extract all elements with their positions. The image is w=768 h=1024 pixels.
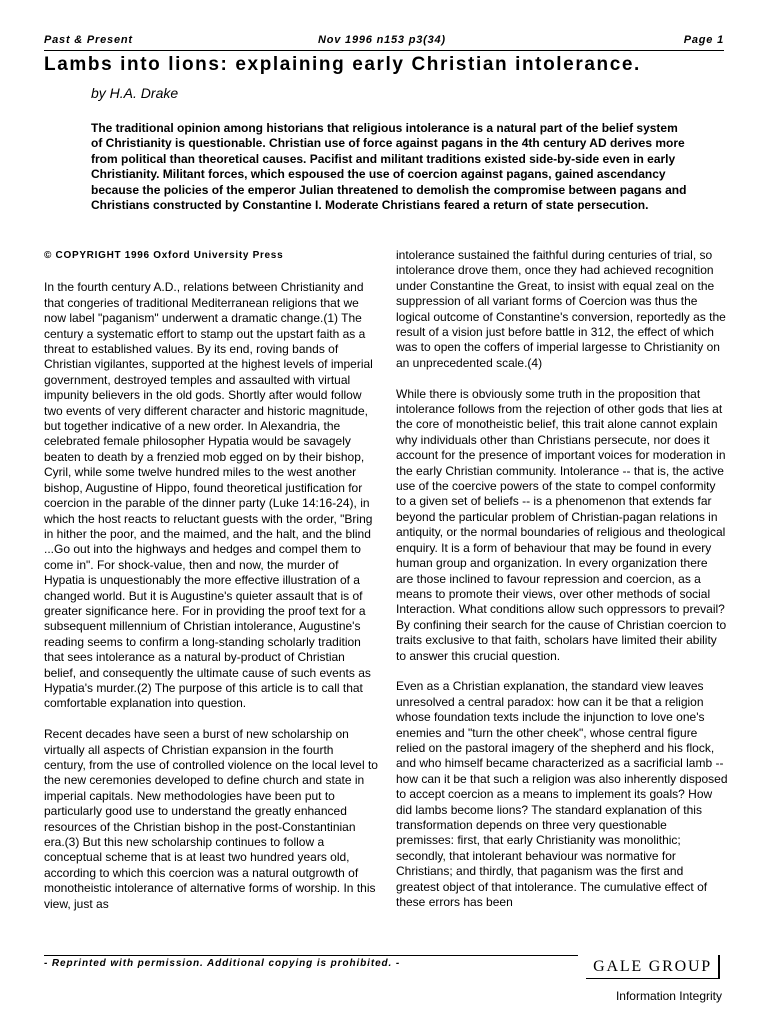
article-title: Lambs into lions: explaining early Christian intolerance. [44,54,641,75]
header-rule [44,50,724,51]
body-paragraph: Recent decades have seen a burst of new scholarship on virtually all aspects of Christian expansion in the fourth century, from the use of controlled violence on the local level to the new ceremonies developed to define church and state in imperial capitals. New methodologies have been put to particularly good use to understand the greatly enhanced resources of the Christian bishop in the post-Constantinian era.(3) But this new scholarship continues to follow a conceptual scheme that is at least two hundred years old, according to which this coercion was a natural outgrowth of monotheistic intolerance of alternative forms of worship. In this view, just as [44,727,378,911]
article-byline: by H.A. Drake [91,85,179,101]
footer-rule [44,955,578,956]
gale-group-logo: GALE GROUP [586,955,720,979]
article-abstract: The traditional opinion among historians that religious intolerance is a natural part of the belief system of Christianity is questionable. Christian use of force against pagans in the 4th century AD derives more from political than theoretical causes. Pacifist and militant traditions existed side-by-side even in early Christianity. Militant forces, which espoused the use of coercion against pagans, gained ascendancy because the policies of the emperor Julian threatened to demolish the compromise between pagans and Christians constructed by Constantine I. Moderate Christians feared a return of state persecution. [91,121,687,213]
body-paragraph: While there is obviously some truth in the proposition that intolerance follows from the rejection of other gods that lies at the core of monotheistic belief, this trait alone cannot explain why individuals other than Christians persecute, nor does it account for the presence of important voices for moderation in the early Christian community. Intolerance -- that is, the active use of the coercive powers of the state to compel conformity to a given set of beliefs -- is a phenomenon that extends far beyond the particular problem of Christian-pagan relations in antiquity, or the normal boundaries of religious and theological enquiry. It is a form of behaviour that may be found in every human group and organization. In every organization there are those inclined to favour repression and coercion, as a means to promote their views, over other methods of social Interaction. What conditions allow such oppressors to prevail? By confining their search for the cause of Christian coercion to traits exclusive to that faith, scholars have limited their ability to answer this crucial question. [396,386,727,663]
reprint-notice: - Reprinted with permission. Additional copying is prohibited. - [44,958,401,969]
right-column [396,248,728,926]
body-paragraph: intolerance sustained the faithful during centuries of trial, so intolerance drove them, once they had achieved recognition under Constantine the Great, to insist with equal zeal on the suppression of all variant forms of Coercion was thus the logical outcome of Constantine's conversion, reportedly as the result of a vision just before battle in 312, the effect of which was to open the coffers of imperial largesse to Christianity on an unprecedented scale.(4) [396,248,726,370]
brand-tagline: Information Integrity [615,989,722,1003]
copyright-notice: © COPYRIGHT 1996 Oxford University Press [44,250,284,261]
left-column [44,248,378,927]
issue-info: Nov 1996 n153 p3(34) [318,34,446,46]
page-header [44,34,724,50]
page-number: Page 1 [683,34,724,46]
body-paragraph: In the fourth century A.D., relations between Christianity and that congeries of traditional Mediterranean religions that we now label "paganism" underwent a dramatic change.(1) The century a systematic effort to stamp out the upstart faith as a threat to established values. By its end, roving bands of Christian vigilantes, supported at the highest levels of imperial government, destroyed temples and assaulted with virtual impunity believers in the old gods. Shortly after would follow two events of very different character and historic magnitude, but together indicative of a new order. In Alexandria, the celebrated female philosopher Hypatia would be savagely beaten to death by a frenzied mob egged on by their bishop, Cyril, while some twelve hundred miles to the west another bishop, Augustine of Hippo, found theoretical justification for coercion in the parable of the dinner party (Luke 14:16-24), in which the host reacts to reluctant guests with the order, "Bring in hither the poor, and the maimed, and the halt, and the blind ...Go out into the highways and hedges and compel them to come in". For shock-value, then and now, the murder of Hypatia is unquestionably the more effective illustration of a changed world. But it is Augustine's quieter assault that is of greater significance here. For in providing the proof text for a subsequent millennium of Christian intolerance, Augustine's reading seems to confirm a long-standing scholarly tradition that sees intolerance as a natural by-product of Christian belief, and consequently the ultimate cause of such events as Hypatia's murder.(2) The purpose of this article is to call that comfortable explanation into question. [44,280,373,711]
body-paragraph: Even as a Christian explanation, the standard view leaves unresolved a central paradox: how can it be that a religion whose foundation texts include the injunction to love one's enemies and "turn the other cheek", whose central figure relied on the pastoral imagery of the shepherd and his flock, and who himself became characterized as a sacrificial lamb -- how can it be that such a religion was also inherently disposed to accept coercion as a means to implement its goals? How did lambs become lions? The standard explanation of this transformation depends on three very questionable premisses: first, that early Christianity was monolithic; secondly, that intolerant behaviour was normative for Christians; and thirdly, that paganism was the first and greatest object of that intolerance. The cumulative effect of these errors has been [396,679,728,910]
journal-name: Past & Present [44,34,133,46]
